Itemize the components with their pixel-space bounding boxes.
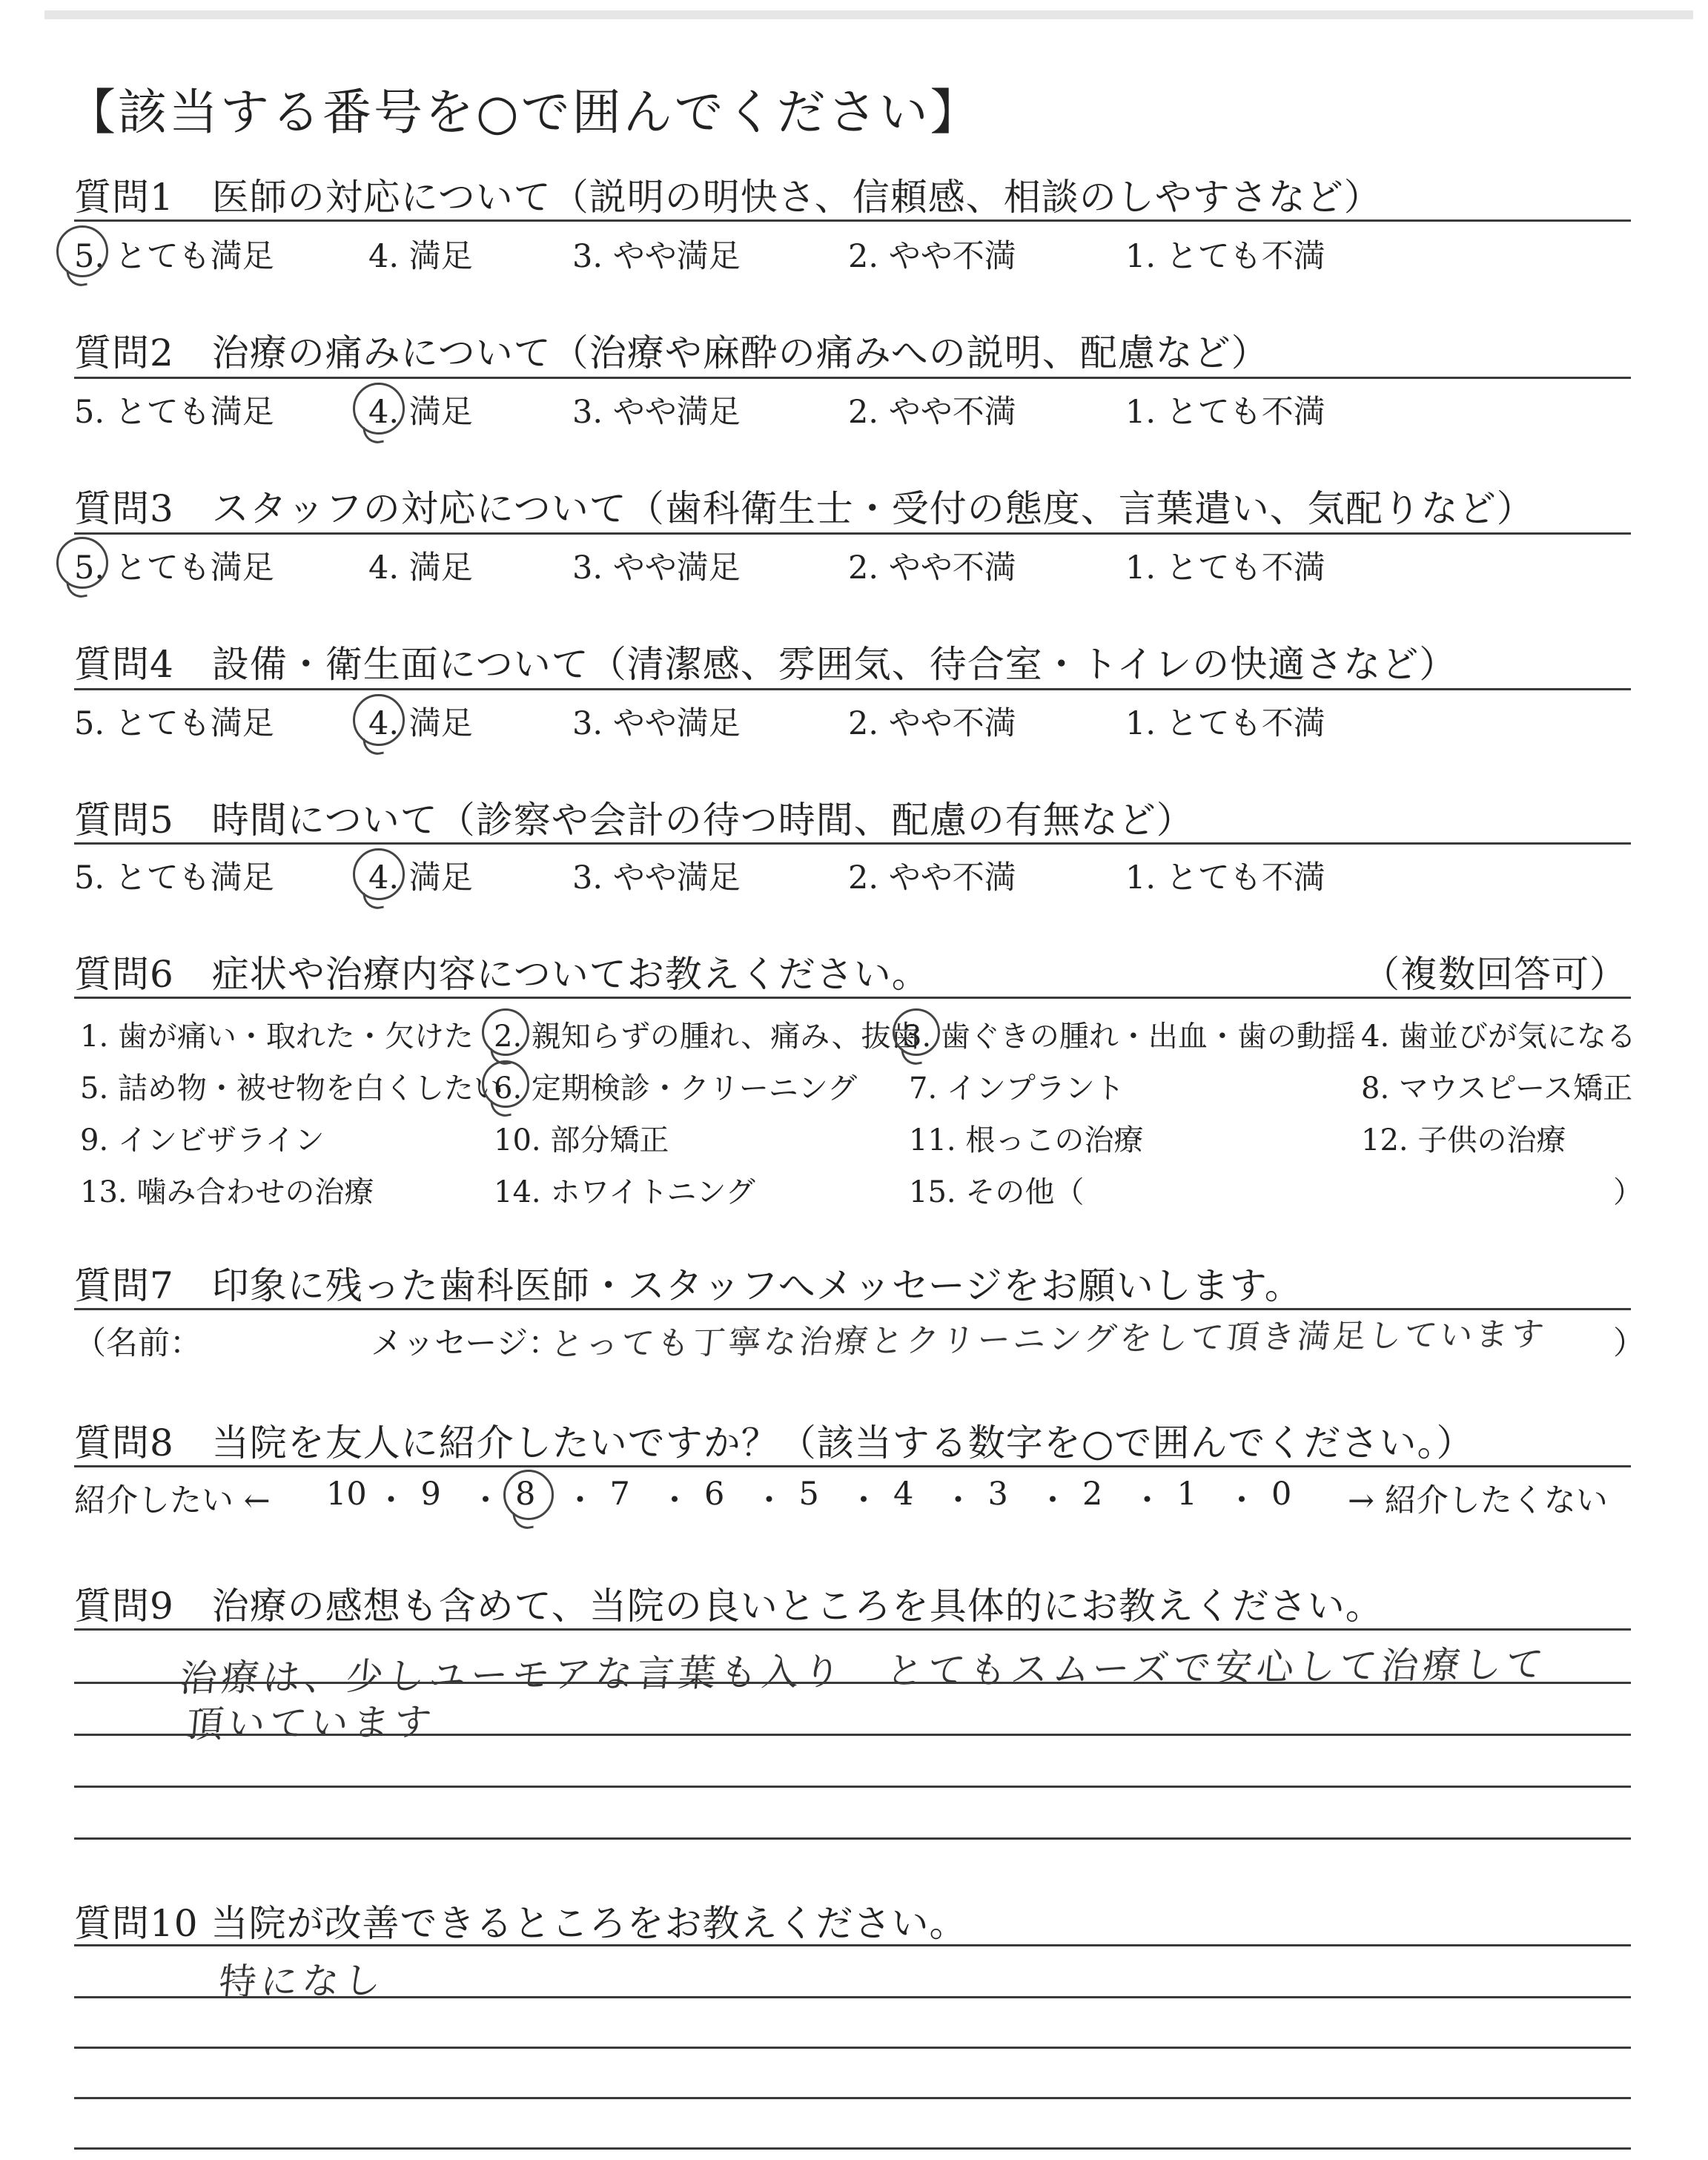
q8-left-label: 紹介したい ← xyxy=(74,1482,271,1519)
q5-option-2[interactable]: 2. やや不満 xyxy=(848,859,1016,896)
q8-scale-value-10[interactable]: 10 xyxy=(326,1476,367,1513)
q6-option-14[interactable]: 14. ホワイトニング xyxy=(494,1175,755,1209)
question-2-rule xyxy=(74,377,1631,379)
question-6-rule xyxy=(74,997,1631,999)
q6-option-7[interactable]: 7. インプラント xyxy=(909,1071,1125,1106)
q8-scale-value-5[interactable]: 5 xyxy=(798,1476,819,1513)
q8-scale-value-9[interactable]: 9 xyxy=(420,1476,441,1513)
question-4-rule xyxy=(74,688,1631,690)
q8-right-label: → 紹介したくない xyxy=(1348,1482,1608,1519)
q6-option-1[interactable]: 1. 歯が痛い・取れた・欠けた xyxy=(80,1020,474,1054)
q2-option-4[interactable]: 4. 満足 xyxy=(368,394,473,431)
q6-option-8[interactable]: 8. マウスピース矯正 xyxy=(1361,1071,1633,1106)
q8-scale-value-1[interactable]: 1 xyxy=(1176,1476,1197,1513)
question-8-heading: 質問8 当院を友人に紹介したいですか？（該当する数字を○で囲んでください。） xyxy=(74,1421,1474,1464)
q8-scale-separator: ・ xyxy=(469,1482,502,1519)
q10-line-4 xyxy=(74,2097,1631,2099)
question-5-heading: 質問5 時間について（診察や会計の待つ時間、配慮の有無など） xyxy=(74,799,1194,842)
question-3-heading: 質問3 スタッフの対応について（歯科衛生士・受付の態度、言葉遣い、気配りなど） xyxy=(74,487,1535,530)
q2-option-2[interactable]: 2. やや不満 xyxy=(848,394,1016,431)
q3-option-5[interactable]: 5. とても満足 xyxy=(74,549,274,587)
q1-option-5[interactable]: 5. とても満足 xyxy=(74,238,274,275)
q1-option-1[interactable]: 1. とても不満 xyxy=(1125,238,1325,275)
q6-option-12[interactable]: 12. 子供の治療 xyxy=(1361,1123,1566,1157)
q6-option-10[interactable]: 10. 部分矯正 xyxy=(494,1123,669,1157)
q6-multiple-note: （複数回答可） xyxy=(1363,953,1627,996)
q10-line-1 xyxy=(74,1944,1631,1946)
question-6-heading: 質問6 症状や治療内容についてお教えください。 xyxy=(74,953,930,996)
question-1-rule xyxy=(74,219,1631,222)
q10-line-5 xyxy=(74,2147,1631,2150)
question-7-heading: 質問7 印象に残った歯科医師・スタッフへメッセージをお願いします。 xyxy=(74,1264,1302,1307)
q5-option-1[interactable]: 1. とても不満 xyxy=(1125,859,1325,896)
q6-option-4[interactable]: 4. 歯並びが気になる xyxy=(1361,1020,1636,1054)
q6-option-11[interactable]: 11. 根っこの治療 xyxy=(909,1123,1144,1157)
question-5-rule xyxy=(74,842,1631,845)
q8-scale-value-7[interactable]: 7 xyxy=(609,1476,630,1513)
q5-option-3[interactable]: 3. やや満足 xyxy=(572,859,741,896)
q4-option-3[interactable]: 3. やや満足 xyxy=(572,705,741,742)
q6-option-9[interactable]: 9. インビザライン xyxy=(80,1123,325,1157)
q6-option-6[interactable]: 6. 定期検診・クリーニング xyxy=(494,1071,858,1106)
q8-scale-separator: ・ xyxy=(1131,1482,1163,1519)
scan-top-edge xyxy=(44,10,1693,19)
q8-scale-separator: ・ xyxy=(847,1482,880,1519)
q8-scale-value-2[interactable]: 2 xyxy=(1082,1476,1103,1513)
question-2-heading: 質問2 治療の痛みについて（治療や麻酔の痛みへの説明、配慮など） xyxy=(74,331,1269,374)
q9-answer-line-2[interactable]: 頂いています xyxy=(184,1700,438,1746)
q8-scale-value-3[interactable]: 3 xyxy=(987,1476,1008,1513)
q9-answer-line-1[interactable]: 治療は、少しユーモアな言葉も入り とてもスムーズで安心して治療して xyxy=(177,1642,1550,1700)
q1-option-3[interactable]: 3. やや満足 xyxy=(572,238,741,275)
q6-option-2[interactable]: 2. 親知らずの腫れ、痛み、抜歯 xyxy=(494,1020,921,1054)
q2-option-1[interactable]: 1. とても不満 xyxy=(1125,394,1325,431)
q6-option-15[interactable]: 15. その他（ xyxy=(909,1175,1085,1209)
question-3-rule xyxy=(74,532,1631,535)
q8-scale-value-8[interactable]: 8 xyxy=(515,1476,536,1513)
q8-scale-separator: ・ xyxy=(658,1482,691,1519)
q10-line-2 xyxy=(74,1996,1631,1998)
q8-scale-value-6[interactable]: 6 xyxy=(704,1476,725,1513)
q1-option-4[interactable]: 4. 満足 xyxy=(368,238,473,275)
q6-option-5[interactable]: 5. 詰め物・被せ物を白くしたい xyxy=(80,1071,503,1106)
q8-scale-value-4[interactable]: 4 xyxy=(893,1476,914,1513)
q8-scale-separator: ・ xyxy=(1036,1482,1069,1519)
question-1-heading: 質問1 医師の対応について（説明の明快さ、信頼感、相談のしやすさなど） xyxy=(74,176,1382,219)
q3-option-4[interactable]: 4. 満足 xyxy=(368,549,473,587)
page-title: 【該当する番号を○で囲んでください】 xyxy=(67,84,982,141)
q2-option-5[interactable]: 5. とても満足 xyxy=(74,394,274,431)
q7-message-label: メッセージ： xyxy=(371,1325,560,1362)
question-9-heading: 質問9 治療の感想も含めて、当院の良いところを具体的にお教えください。 xyxy=(74,1585,1383,1628)
q7-name-label: （名前： xyxy=(74,1325,202,1362)
question-4-heading: 質問4 設備・衛生面について（清潔感、雰囲気、待合室・トイレの快適さなど） xyxy=(74,643,1457,686)
q5-option-4[interactable]: 4. 満足 xyxy=(368,859,473,896)
q4-option-5[interactable]: 5. とても満足 xyxy=(74,705,274,742)
q8-scale-separator: ・ xyxy=(753,1482,785,1519)
q4-option-2[interactable]: 2. やや不満 xyxy=(848,705,1016,742)
question-8-rule xyxy=(74,1465,1631,1467)
q9-line-3 xyxy=(74,1734,1631,1736)
q2-option-3[interactable]: 3. やや満足 xyxy=(572,394,741,431)
q9-line-5 xyxy=(74,1837,1631,1840)
q8-scale-separator: ・ xyxy=(942,1482,974,1519)
q10-line-3 xyxy=(74,2047,1631,2049)
q9-line-2 xyxy=(74,1682,1631,1684)
q8-scale-separator: ・ xyxy=(564,1482,596,1519)
question-10-heading: 質問10 当院が改善できるところをお教えください。 xyxy=(74,1902,967,1945)
q8-scale-value-0[interactable]: 0 xyxy=(1271,1476,1292,1513)
q6-option-15-close-paren: ） xyxy=(1613,1175,1643,1209)
q3-option-1[interactable]: 1. とても不満 xyxy=(1125,549,1325,587)
q4-option-4[interactable]: 4. 満足 xyxy=(368,705,473,742)
q3-option-2[interactable]: 2. やや不満 xyxy=(848,549,1016,587)
q9-line-4 xyxy=(74,1786,1631,1788)
q1-option-2[interactable]: 2. やや不満 xyxy=(848,238,1016,275)
q10-answer[interactable]: 特になし xyxy=(216,1958,388,2004)
q6-option-13[interactable]: 13. 噛み合わせの治療 xyxy=(80,1175,374,1209)
q7-message-handwritten[interactable]: とっても丁寧な治療とクリーニングをして頂き満足しています xyxy=(549,1315,1549,1364)
q5-option-5[interactable]: 5. とても満足 xyxy=(74,859,274,896)
q6-option-3[interactable]: 3. 歯ぐきの腫れ・出血・歯の動揺 xyxy=(903,1020,1356,1054)
q9-line-1 xyxy=(74,1628,1631,1631)
q7-close-paren: ） xyxy=(1613,1325,1645,1362)
q8-scale-separator: ・ xyxy=(1225,1482,1258,1519)
q8-scale-separator: ・ xyxy=(375,1482,407,1519)
q4-option-1[interactable]: 1. とても不満 xyxy=(1125,705,1325,742)
q3-option-3[interactable]: 3. やや満足 xyxy=(572,549,741,587)
